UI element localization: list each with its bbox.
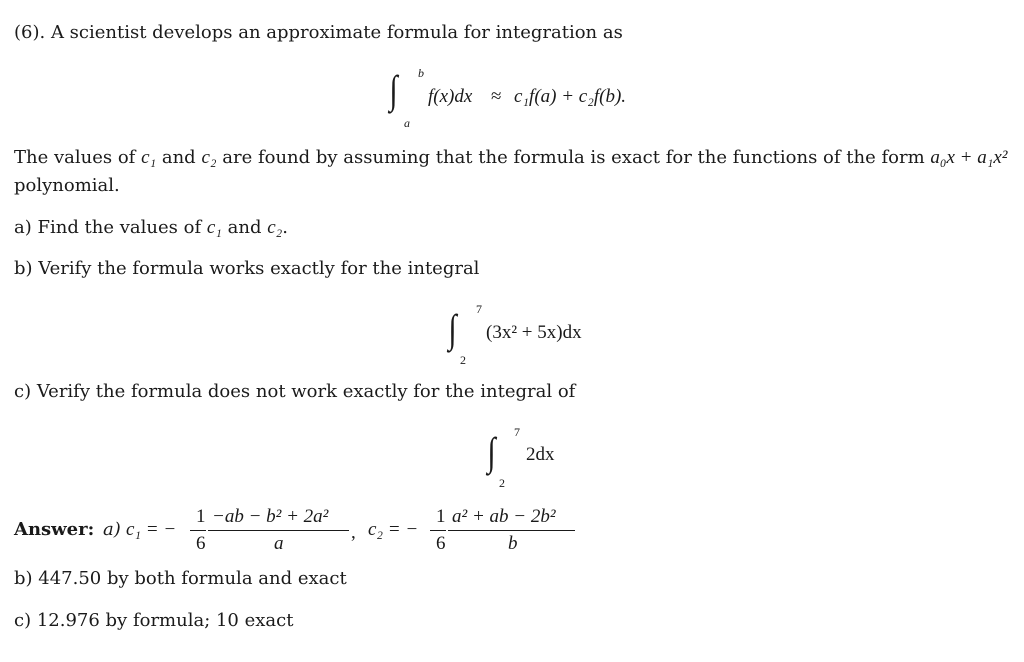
part-c-upper-limit: 7: [514, 425, 520, 439]
c2-numerator: a² + ab − 2b²: [452, 506, 556, 527]
part-b-integral-sign: ∫: [448, 306, 457, 351]
part-b-integrand: (3x² + 5x)dx: [486, 322, 582, 343]
answer-b-line: b) 447.50 by both formula and exact: [14, 568, 347, 589]
c2-frac-den: 6: [436, 533, 446, 554]
formula-lower-limit: a: [404, 116, 410, 130]
desc-text-rest: are found by assuming that the formula is exact for the functions of the form: [222, 147, 925, 168]
answer-c-line: c) 12.976 by formula; 10 exact: [14, 610, 294, 631]
answer-a-prefix: a): [103, 519, 121, 540]
desc-c1: c₁: [141, 147, 157, 168]
c1-frac-line: [190, 530, 206, 531]
answer-c2-lhs: c₂ = −: [368, 519, 419, 540]
desc-c2: c₂: [201, 147, 217, 168]
desc-polynomial: a₀x + a₁x²: [930, 147, 1008, 168]
formula-rhs: c₁f(a) + c₂f(b).: [514, 86, 627, 107]
c2-fraction-line: [448, 530, 575, 531]
integral-sign: ∫: [389, 67, 398, 112]
part-a: [14, 217, 288, 239]
c1-frac-den: 6: [196, 533, 206, 554]
answer-c1-lhs: c₁ = −: [126, 519, 177, 540]
part-c-integral-sign: ∫: [487, 429, 496, 474]
answer-label: Answer:: [14, 519, 95, 540]
description-line-2: polynomial.: [14, 175, 120, 196]
part-c-lower-limit: 2: [499, 476, 505, 490]
c1-fraction-line: [208, 530, 349, 531]
c1-denominator: a: [274, 533, 284, 554]
part-a-c1: c₁: [206, 217, 222, 238]
c1-frac-num: 1: [196, 506, 206, 527]
formula-integrand: f(x)dx: [428, 86, 473, 107]
part-b-lower-limit: 2: [460, 353, 466, 367]
c2-denominator: b: [508, 533, 518, 554]
formula-upper-limit: b: [418, 66, 424, 80]
part-a-label: a) Find the values of: [14, 217, 202, 238]
part-a-period: .: [282, 217, 289, 238]
part-b-upper-limit: 7: [476, 302, 482, 316]
part-a-and: and: [227, 217, 262, 238]
formula-approx: ≈: [491, 86, 502, 107]
problem-title: (6). A scientist develops an approximate formula for integration as: [14, 22, 623, 43]
part-c-integrand: 2dx: [526, 444, 555, 465]
c2-frac-num: 1: [436, 506, 446, 527]
c1-numerator: −ab − b² + 2a²: [212, 506, 329, 527]
part-c-label: c) Verify the formula does not work exactly for the integral of: [14, 381, 576, 402]
part-b-label: b) Verify the formula works exactly for the integral: [14, 258, 480, 279]
desc-text-1: The values of: [14, 147, 136, 168]
description-line-1: [14, 147, 1008, 169]
part-a-c2: c₂: [267, 217, 283, 238]
c2-frac-line: [430, 530, 446, 531]
desc-text-and: and: [161, 147, 196, 168]
answer-comma: ,: [351, 522, 356, 543]
